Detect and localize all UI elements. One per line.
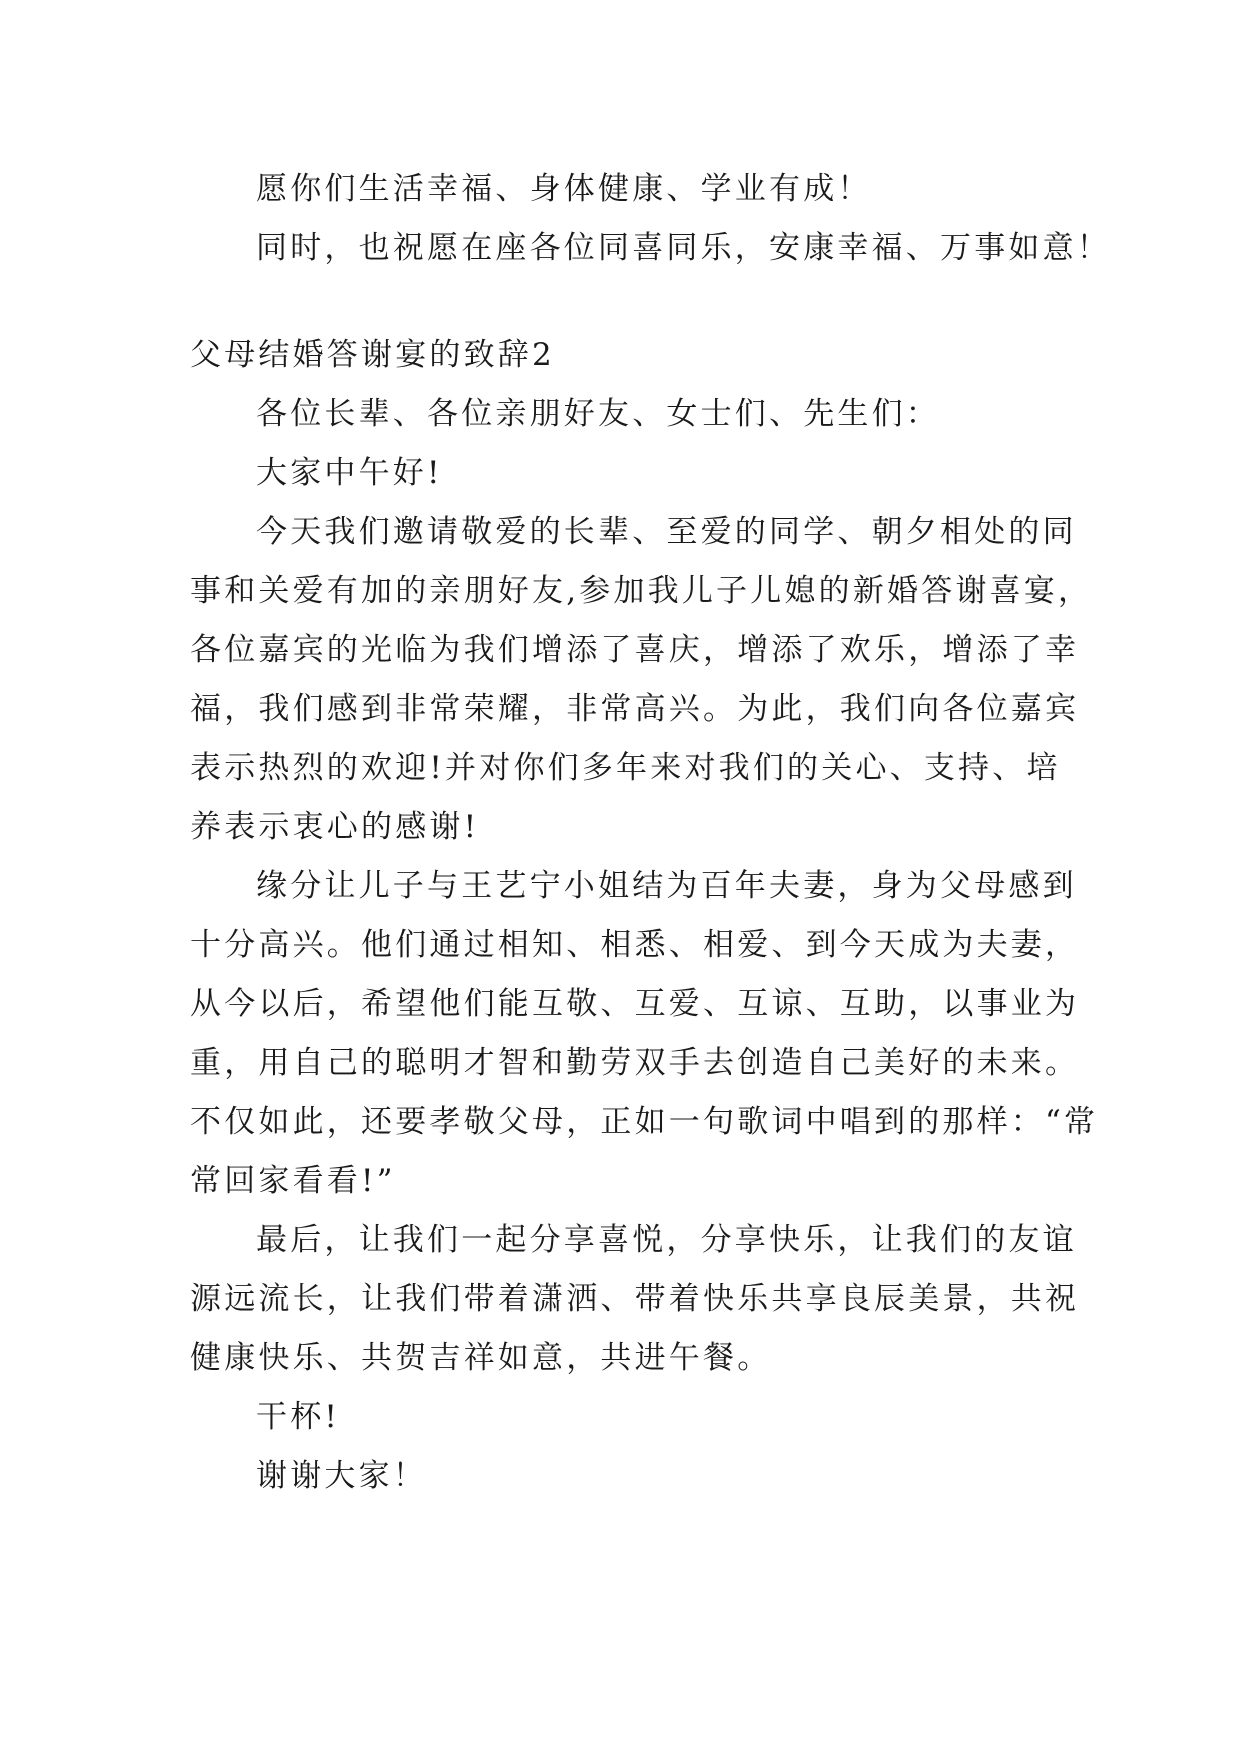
section-title: 父母结婚答谢宴的致辞2 [190, 337, 555, 373]
paragraph-2-line: 缘分让儿子与王艺宁小姐结为百年夫妻，身为父母感到 [256, 868, 1077, 904]
paragraph-3-line: 最后，让我们一起分享喜悦，分享快乐，让我们的友谊 [256, 1222, 1077, 1258]
paragraph-1-line: 养表示衷心的感谢! [190, 809, 480, 845]
paragraph-2-line: 十分高兴。他们通过相知、相悉、相爱、到今天成为夫妻， [190, 927, 1080, 963]
paragraph-1-line: 今天我们邀请敬爱的长辈、至爱的同学、朝夕相处的同 [256, 514, 1077, 550]
thanks-line: 谢谢大家！ [256, 1458, 427, 1494]
paragraph-3-line: 健康快乐、共贺吉祥如意，共进午餐。 [190, 1340, 772, 1376]
document-body [190, 160, 1111, 1506]
toast-line: 干杯! [256, 1399, 341, 1435]
paragraph-2-line: 常回家看看!” [190, 1163, 396, 1199]
paragraph-2-line: 不仅如此，还要孝敬父母，正如一句歌词中唱到的那样：“常 [190, 1104, 1099, 1140]
paragraph-1-line: 福，我们感到非常荣耀，非常高兴。为此，我们向各位嘉宾 [190, 691, 1080, 727]
intro-line-2: 同时，也祝愿在座各位同喜同乐，安康幸福、万事如意！ [256, 230, 1111, 266]
paragraph-1-line: 各位嘉宾的光临为我们增添了喜庆，增添了欢乐，增添了幸 [190, 632, 1080, 668]
paragraph-1-line: 表示热烈的欢迎!并对你们多年来对我们的关心、支持、培 [190, 750, 1061, 786]
section-gap [190, 278, 1065, 326]
paragraph-3-line: 源远流长，让我们带着潇洒、带着快乐共享良辰美景，共祝 [190, 1281, 1080, 1317]
paragraph-1 [190, 503, 1093, 857]
paragraph-3 [190, 1211, 1080, 1388]
greeting-line: 各位长辈、各位亲朋好友、女士们、先生们： [256, 396, 940, 432]
paragraph-1-line: 事和关爱有加的亲朋好友,参加我儿子儿媳的新婚答谢喜宴， [190, 573, 1093, 609]
intro-line-1: 愿你们生活幸福、身体健康、学业有成！ [256, 171, 872, 207]
paragraph-2 [190, 857, 1099, 1211]
hello-line: 大家中午好! [256, 455, 443, 491]
paragraph-2-line: 从今以后，希望他们能互敬、互爱、互谅、互助，以事业为 [190, 986, 1080, 1022]
paragraph-2-line: 重，用自己的聪明才智和勤劳双手去创造自己美好的未来。 [190, 1045, 1080, 1081]
